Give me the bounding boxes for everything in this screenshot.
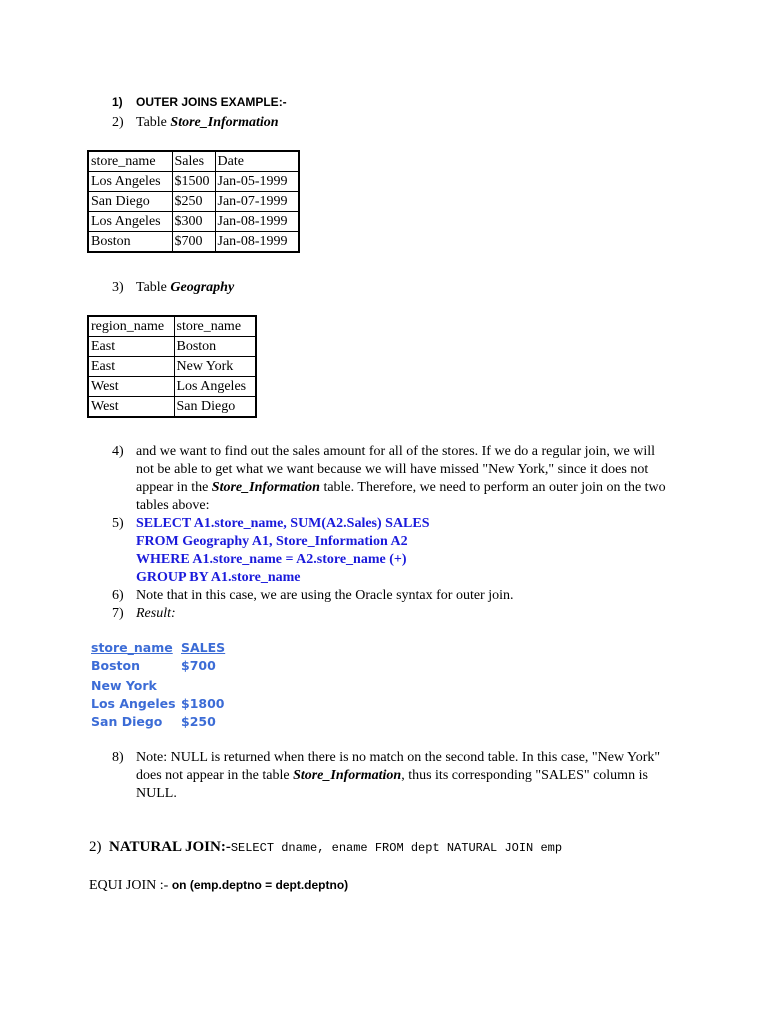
table-row xyxy=(88,192,299,212)
table-row xyxy=(88,172,299,192)
sql-line: FROM Geography A1, Store_Information A2 xyxy=(136,534,408,549)
natural-join-label: NATURAL JOIN:- xyxy=(109,839,231,855)
table-cell: San Diego xyxy=(174,397,256,418)
result-cell: San Diego xyxy=(91,714,163,729)
header-cell: store_name xyxy=(88,151,172,172)
item-8-number: 8) xyxy=(112,750,124,765)
table-cell: Los Angeles xyxy=(88,212,172,232)
table-row xyxy=(88,232,299,253)
header-cell: Date xyxy=(215,151,299,172)
header-cell: region_name xyxy=(88,316,174,337)
result-label: Result: xyxy=(136,606,176,621)
equi-join-line xyxy=(89,876,348,895)
table-cell: Jan-07-1999 xyxy=(215,192,299,212)
table-name: Geography xyxy=(170,280,235,295)
outer-joins-heading: OUTER JOINS EXAMPLE:- xyxy=(136,95,287,109)
emphasized-table-name: Store_Information xyxy=(211,480,320,495)
item-5-number: 5) xyxy=(112,516,124,531)
table-cell: West xyxy=(88,377,174,397)
table-header-row xyxy=(88,316,256,337)
paragraph-text: table. Therefore, we need to perform an outer join on the two tables above: xyxy=(136,480,666,513)
paragraph-text: and we want to find out the sales amount for all of the stores. If we do a regular join, we will not be able to get what we want because we will have missed "New York," since it does not appear in the xyxy=(136,444,656,495)
result-cell: New York xyxy=(91,678,157,693)
result-cell: Boston xyxy=(91,658,141,673)
table-cell: $1500 xyxy=(172,172,215,192)
table-row xyxy=(88,397,256,418)
table-row xyxy=(88,357,256,377)
table-cell: $300 xyxy=(172,212,215,232)
table-cell: $250 xyxy=(172,192,215,212)
header-cell: store_name xyxy=(174,316,256,337)
result-header-sales: SALES xyxy=(181,640,226,655)
table-prefix: Table xyxy=(136,115,171,130)
item-3-number: 3) xyxy=(112,280,124,295)
natural-join-line xyxy=(89,838,562,857)
null-explanation xyxy=(136,749,666,803)
table-cell: West xyxy=(88,397,174,418)
outer-join-explanation xyxy=(136,443,676,515)
table-cell: Boston xyxy=(174,337,256,357)
table-cell: Jan-08-1999 xyxy=(215,232,299,253)
table-geography-title xyxy=(136,279,234,297)
table-row xyxy=(88,377,256,397)
result-cell: Los Angeles xyxy=(91,696,176,711)
table-header-row xyxy=(88,151,299,172)
paragraph-text: Note: NULL is returned when there is no match on the second table. In this case, "New York" does not appear in the table xyxy=(136,750,661,783)
table-cell: East xyxy=(88,337,174,357)
table-cell: East xyxy=(88,357,174,377)
result-cell: $1800 xyxy=(181,696,225,711)
natural-join-number: 2) xyxy=(89,839,102,855)
emphasized-table-name: Store_Information xyxy=(293,768,402,783)
equi-join-label: EQUI JOIN :- xyxy=(89,878,169,893)
store-information-table xyxy=(87,150,300,253)
item-4-number: 4) xyxy=(112,444,124,459)
item-2-number: 2) xyxy=(112,115,124,130)
table-row xyxy=(88,212,299,232)
paragraph-text: , thus its corresponding "SALES" column is NULL. xyxy=(136,768,648,801)
item-1-number: 1) xyxy=(112,95,123,109)
table-cell: Jan-08-1999 xyxy=(215,212,299,232)
item-6-number: 6) xyxy=(112,588,124,603)
table-cell: Los Angeles xyxy=(174,377,256,397)
result-cell: $700 xyxy=(181,658,216,673)
table-prefix: Table xyxy=(136,280,171,295)
table-cell: New York xyxy=(174,357,256,377)
header-cell: Sales xyxy=(172,151,215,172)
item-7-number: 7) xyxy=(112,606,124,621)
sql-line: SELECT A1.store_name, SUM(A2.Sales) SALES xyxy=(136,516,430,531)
table-row xyxy=(88,337,256,357)
table-store-information-title xyxy=(136,114,279,132)
table-cell: Los Angeles xyxy=(88,172,172,192)
sql-line: WHERE A1.store_name = A2.store_name (+) xyxy=(136,552,407,567)
oracle-syntax-note: Note that in this case, we are using the Oracle syntax for outer join. xyxy=(136,588,514,603)
equi-join-code: on (emp.deptno = dept.deptno) xyxy=(171,878,349,892)
table-cell: $700 xyxy=(172,232,215,253)
sql-line: GROUP BY A1.store_name xyxy=(136,570,301,585)
sql-query-block xyxy=(136,515,430,587)
table-cell: San Diego xyxy=(88,192,172,212)
table-cell: Jan-05-1999 xyxy=(215,172,299,192)
result-cell: $250 xyxy=(181,714,216,729)
result-header-store-name: store_name xyxy=(91,640,173,655)
table-cell: Boston xyxy=(88,232,172,253)
natural-join-code: SELECT dname, ename FROM dept NATURAL JOIN emp xyxy=(230,841,563,855)
geography-table xyxy=(87,315,257,418)
table-name: Store_Information xyxy=(170,115,279,130)
